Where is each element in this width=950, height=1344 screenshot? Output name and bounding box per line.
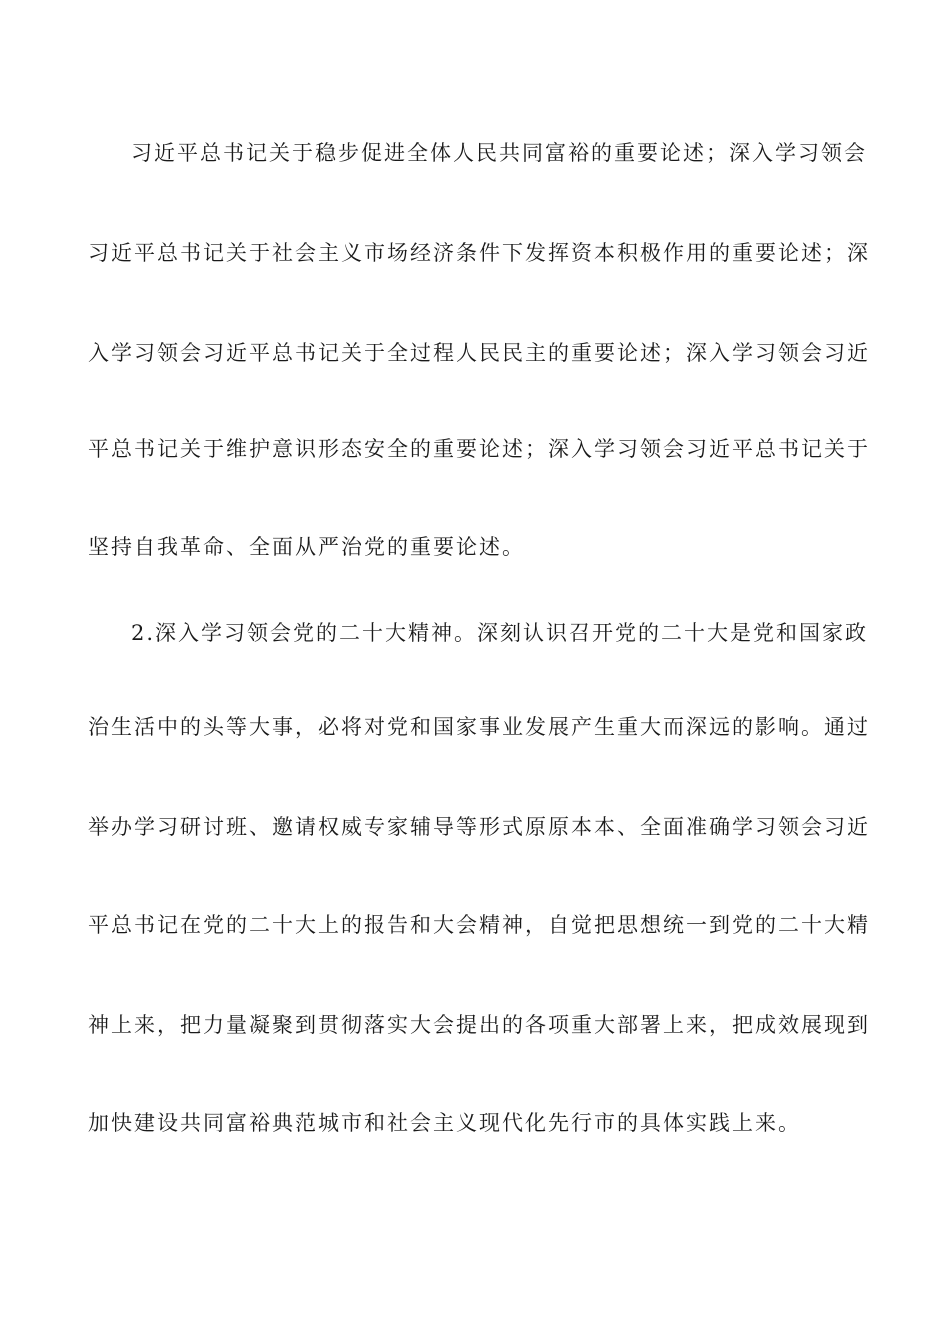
paragraph-2-line-3: 举办学习研讨班、邀请权威专家辅导等形式原原本本、全面准确学习领会习近	[88, 815, 870, 839]
paragraph-2-line-1: 2.深入学习领会党的二十大精神。深刻认识召开党的二十大是党和国家政	[131, 621, 869, 645]
paragraph-1-line-4: 平总书记关于维护意识形态安全的重要论述；深入学习领会习近平总书记关于	[88, 437, 870, 461]
paragraph-2-line-4: 平总书记在党的二十大上的报告和大会精神，自觉把思想统一到党的二十大精	[88, 913, 870, 937]
paragraph-1-line-2: 习近平总书记关于社会主义市场经济条件下发挥资本积极作用的重要论述；深	[88, 241, 870, 265]
paragraph-1-line-3: 入学习领会习近平总书记关于全过程人民民主的重要论述；深入学习领会习近	[88, 341, 870, 365]
paragraph-1-line-1: 习近平总书记关于稳步促进全体人民共同富裕的重要论述；深入学习领会	[131, 141, 867, 165]
paragraph-2-line-5: 神上来，把力量凝聚到贯彻落实大会提出的各项重大部署上来，把成效展现到	[88, 1013, 870, 1037]
paragraph-2-line-2: 治生活中的头等大事，必将对党和国家事业发展产生重大而深远的影响。通过	[88, 715, 870, 739]
paragraph-2-line-6: 加快建设共同富裕典范城市和社会主义现代化先行市的具体实践上来。	[88, 1111, 801, 1135]
paragraph-1-line-5: 坚持自我革命、全面从严治党的重要论述。	[88, 535, 525, 559]
